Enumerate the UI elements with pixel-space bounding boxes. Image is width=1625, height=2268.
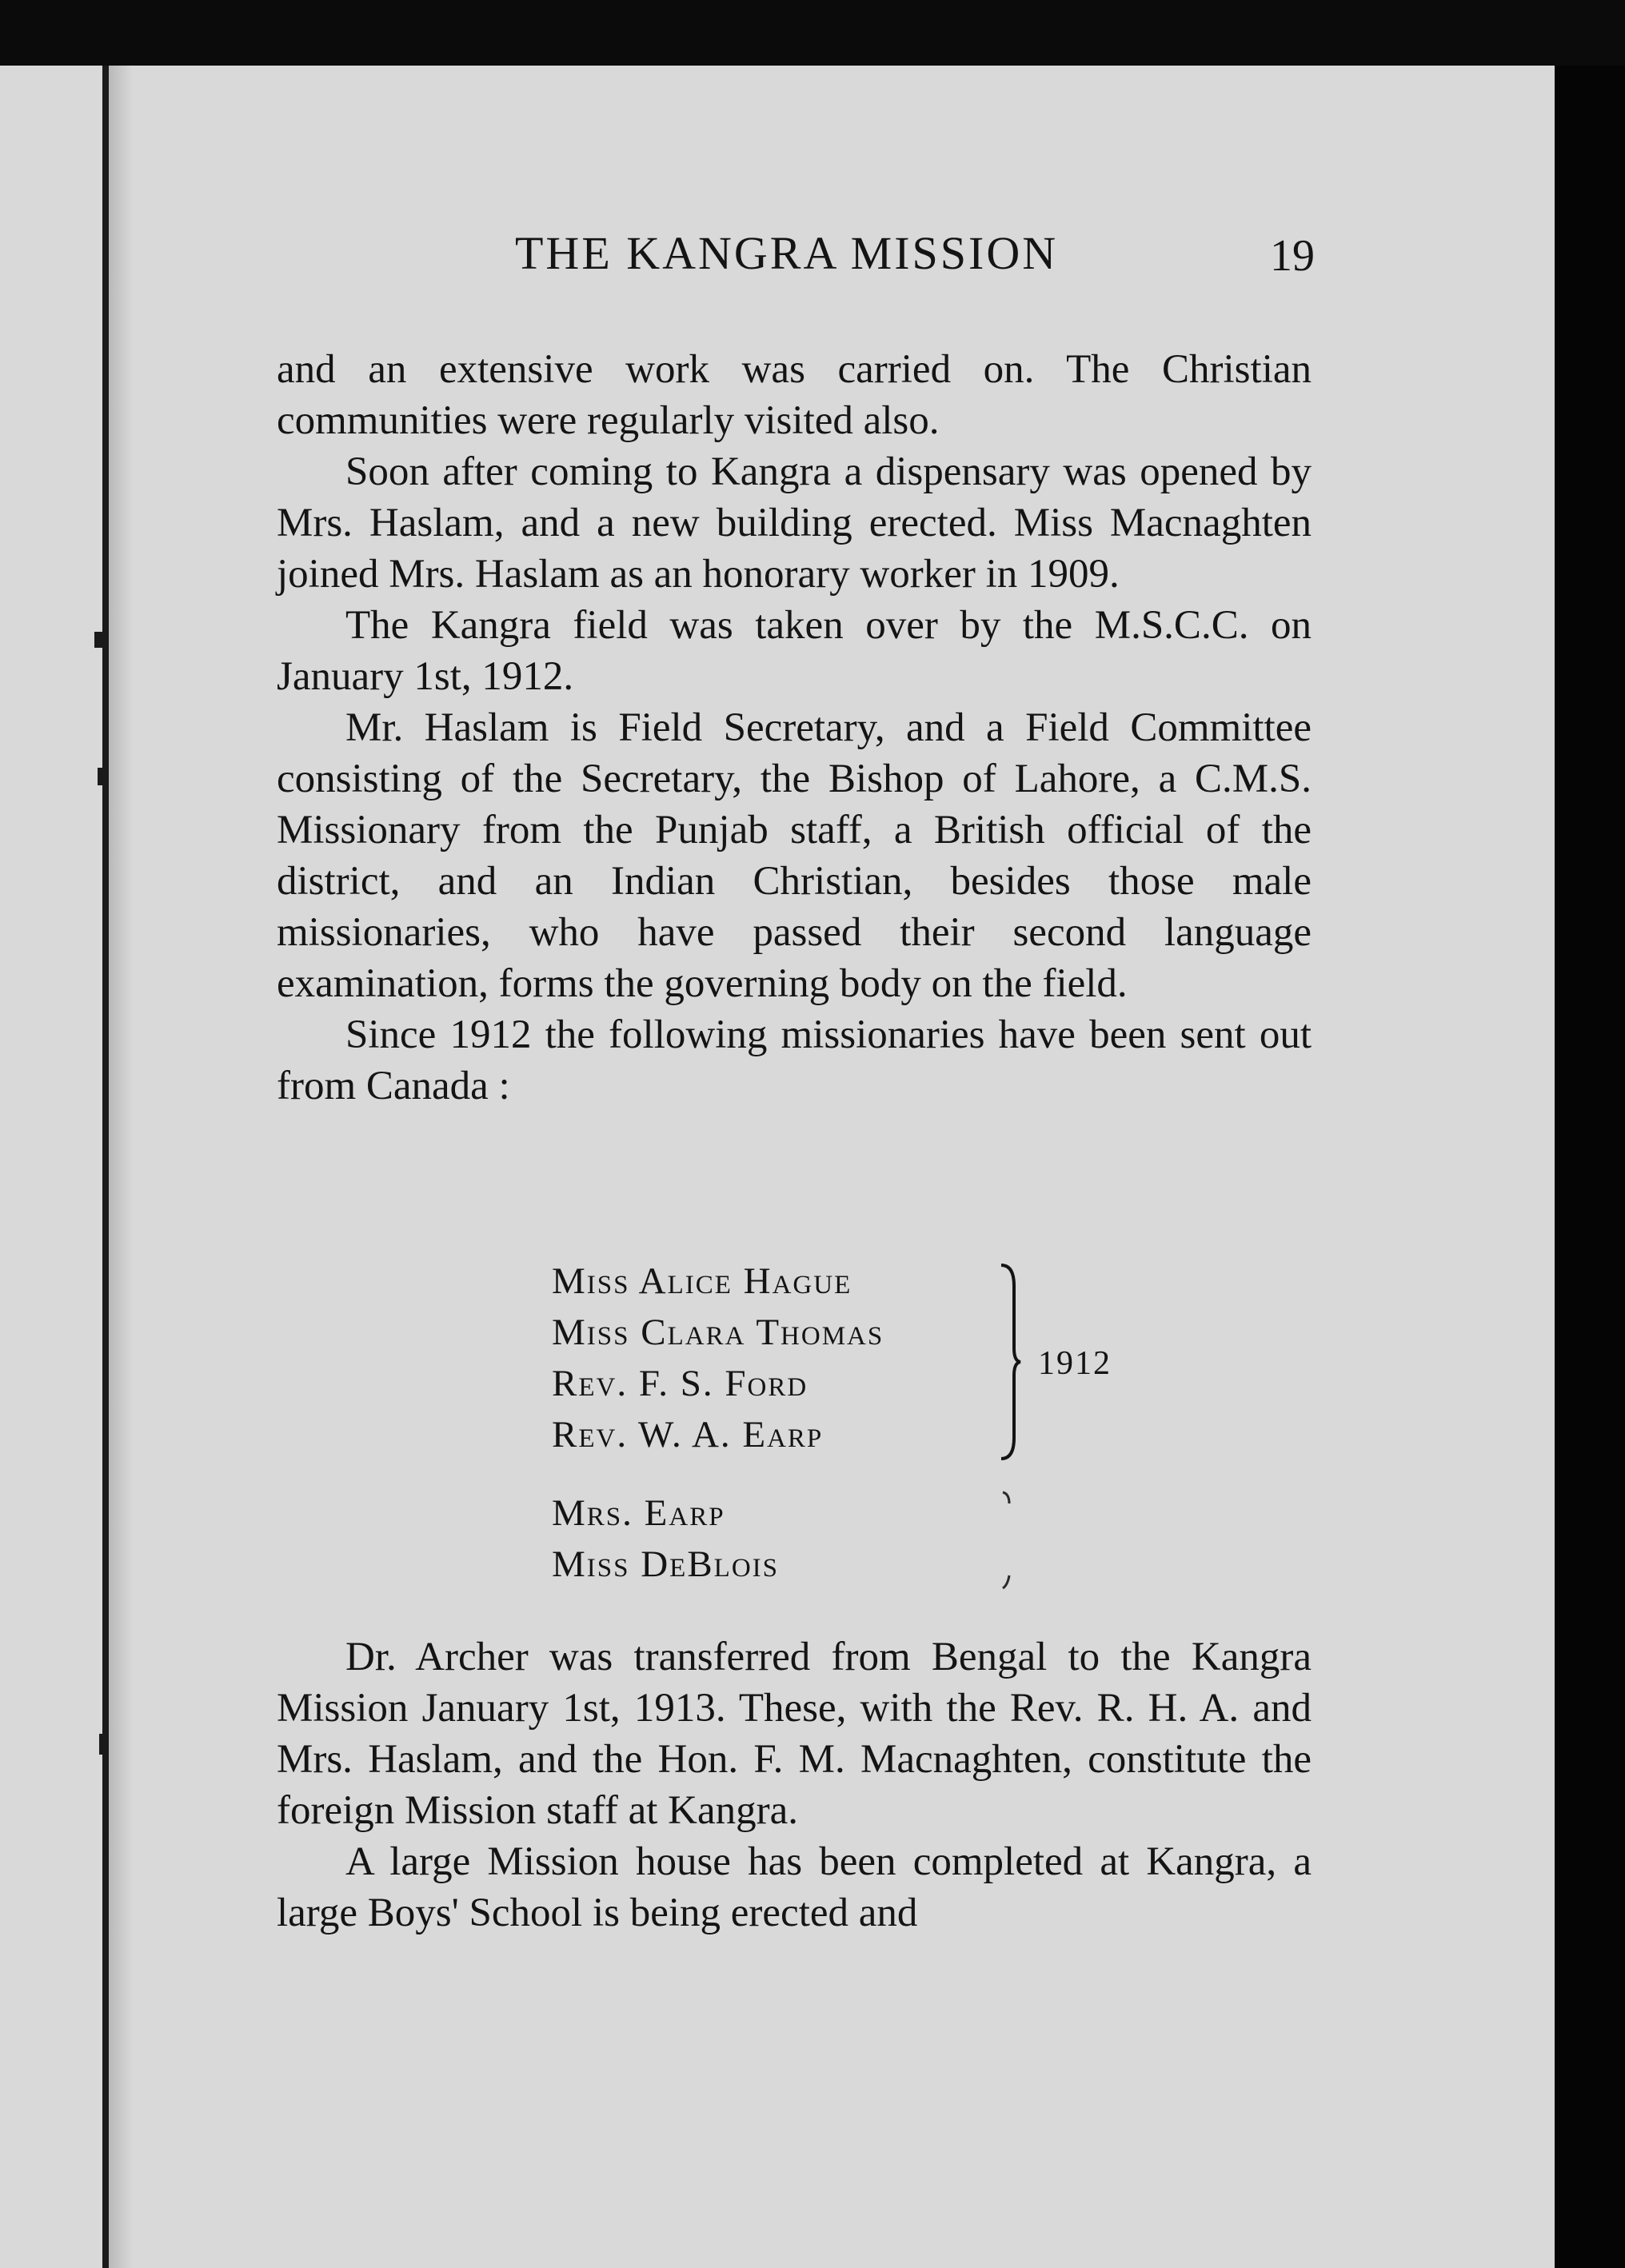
group-year: 1912 — [1038, 1345, 1112, 1382]
paragraph: Soon after coming to Kangra a dispensary was opened by Mrs. Haslam, and a new building erected. Miss Macnaghten joined Mrs. Haslam as an honorary worker in 1909. — [277, 449, 1312, 597]
faint-brace — [998, 1487, 1022, 1591]
running-head: THE KANGRA MISSION — [515, 227, 1059, 279]
group-brace — [998, 1262, 1022, 1462]
gutter-mark — [94, 632, 104, 648]
missionary-name: Rev. W. A. Earp — [552, 1414, 824, 1455]
page-number: 19 — [1270, 231, 1315, 281]
binding-shadow — [109, 66, 133, 2268]
binding-gutter — [102, 66, 109, 2268]
body-text — [277, 344, 1312, 1112]
paragraph: Dr. Archer was transferred from Bengal to the Kangra Mission January 1st, 1913. These, with the Rev. R. H. A. and Mrs. Haslam, and the Hon. F. M. Macnaghten, constitute the foreign Mission staff at Kangra. — [277, 1635, 1312, 1833]
missionary-name: Miss Alice Hague — [552, 1260, 852, 1302]
missionary-name: Mrs. Earp — [552, 1492, 725, 1534]
paragraph: The Kangra field was taken over by the M.S.C.C. on January 1st, 1912. — [277, 603, 1312, 699]
missionary-name: Rev. F. S. Ford — [552, 1363, 809, 1404]
paragraph: Mr. Haslam is Field Secretary, and a Field Committee consisting of the Secretary, the Bishop of Lahore, a C.M.S. Missionary from the Punjab staff, a British official of the district, and an Indian Christian, besides those male missionaries, who have passed their second language examination, forms the governing body on the field. — [277, 705, 1312, 1006]
scan-edge — [1555, 66, 1625, 2268]
missionary-name: Miss Clara Thomas — [552, 1312, 884, 1353]
missionary-list — [552, 1256, 884, 1590]
missionary-name: Miss DeBlois — [552, 1543, 780, 1585]
paragraph: Since 1912 the following missionaries have been sent out from Canada : — [277, 1012, 1312, 1108]
gutter-mark — [99, 1734, 107, 1755]
list-gap — [552, 1460, 884, 1487]
gutter-mark — [98, 768, 106, 785]
body-text-continued — [277, 1631, 1312, 1939]
paragraph: and an extensive work was carried on. The Christian communities were regularly visited also. — [277, 347, 1312, 443]
paragraph: A large Mission house has been completed at Kangra, a large Boys' School is being erected and — [277, 1839, 1312, 1935]
